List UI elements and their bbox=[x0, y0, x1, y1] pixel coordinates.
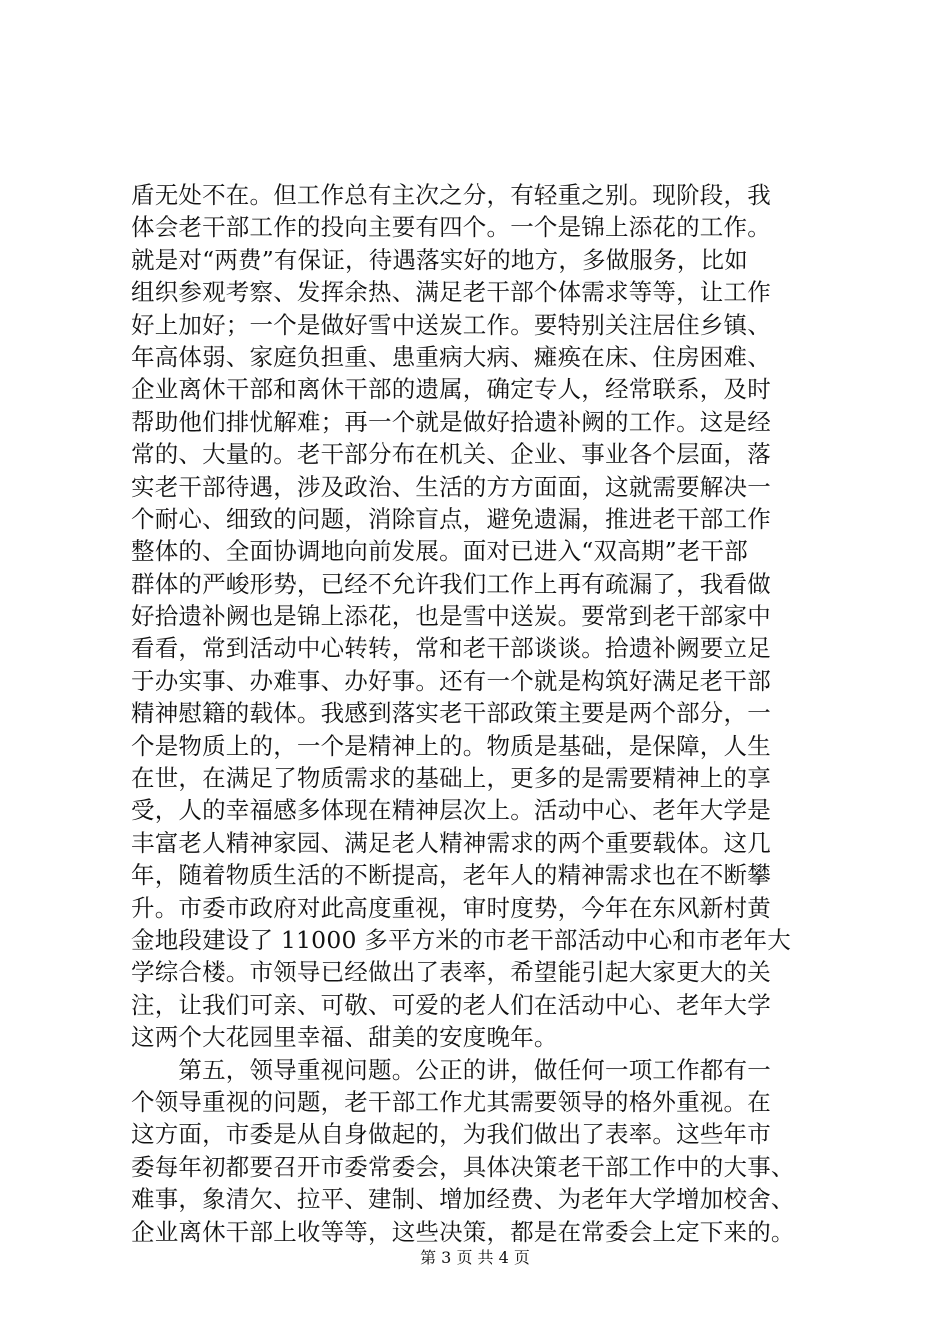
text-line: 这两个大花园里幸福、甜美的安度晚年。 bbox=[131, 1023, 558, 1052]
text-line: 个是物质上的，一个是精神上的。物质是基础，是保障，人生 bbox=[131, 731, 771, 760]
text-line: 学综合楼。市领导已经做出了表率，希望能引起大家更大的关 bbox=[131, 958, 771, 987]
text-line: 帮助他们排忧解难；再一个就是做好拾遗补阙的工作。这是经 bbox=[131, 407, 771, 436]
text-line: 盾无处不在。但工作总有主次之分，有轻重之别。现阶段，我 bbox=[131, 181, 771, 209]
text-line: 委每年初都要召开市委常委会，具体决策老干部工作中的大事、 bbox=[131, 1152, 795, 1181]
text-line: 实老干部待遇，涉及政治、生活的方方面面，这就需要解决一 bbox=[131, 472, 771, 501]
body-text bbox=[131, 179, 843, 1248]
text-line: 组织参观考察、发挥余热、满足老干部个体需求等等，让工作 bbox=[131, 278, 771, 307]
text-line: 好拾遗补阙也是锦上添花，也是雪中送炭。要常到老干部家中 bbox=[131, 602, 771, 631]
text-line: 在世，在满足了物质需求的基础上，更多的是需要精神上的享 bbox=[131, 764, 771, 793]
text-line: 个领导重视的问题，老干部工作尤其需要领导的格外重视。在 bbox=[131, 1087, 771, 1116]
text-line: 升。市委市政府对此高度重视，审时度势，今年在东风新村黄 bbox=[131, 893, 771, 922]
text-line: 体会老干部工作的投向主要有四个。一个是锦上添花的工作。 bbox=[131, 213, 771, 242]
text-line: 金地段建设了 11000 多平方米的市老干部活动中心和市老年大 bbox=[131, 925, 791, 954]
text-line: 年高体弱、家庭负担重、患重病大病、瘫痪在床、住房困难、 bbox=[131, 342, 771, 371]
page-footer: 第 3 页 共 4 页 bbox=[420, 1248, 530, 1267]
text-line: 企业离休干部和离休干部的遗属，确定专人，经常联系，及时 bbox=[131, 375, 771, 404]
text-line: 第五，领导重视问题。公正的讲，做任何一项工作都有一 bbox=[131, 1055, 771, 1084]
text-line: 好上加好；一个是做好雪中送炭工作。要特别关注居住乡镇、 bbox=[131, 310, 771, 339]
text-line: 常的、大量的。老干部分布在机关、企业、事业各个层面，落 bbox=[131, 440, 771, 469]
text-line: 看看，常到活动中心转转，常和老干部谈谈。拾遗补阙要立足 bbox=[131, 634, 771, 663]
text-line: 注，让我们可亲、可敬、可爱的老人们在活动中心、老年大学 bbox=[131, 990, 771, 1019]
text-line: 精神慰籍的载体。我感到落实老干部政策主要是两个部分，一 bbox=[131, 699, 771, 728]
text-line: 这方面，市委是从自身做起的，为我们做出了表率。这些年市 bbox=[131, 1120, 771, 1149]
text-line: 个耐心、细致的问题，消除盲点，避免遗漏，推进老干部工作 bbox=[131, 504, 771, 533]
text-line: 企业离休干部上收等等，这些决策，都是在常委会上定下来的。 bbox=[131, 1217, 795, 1246]
text-line: 丰富老人精神家园、满足老人精神需求的两个重要载体。这几 bbox=[131, 828, 771, 857]
text-line: 年，随着物质生活的不断提高，老年人的精神需求也在不断攀 bbox=[131, 861, 771, 890]
text-line: 难事，象清欠、拉平、建制、增加经费、为老年大学增加校舍、 bbox=[131, 1185, 795, 1214]
text-line: 群体的严峻形势，已经不允许我们工作上再有疏漏了，我看做 bbox=[131, 569, 771, 598]
text-line: 整体的、全面协调地向前发展。面对已进入“双高期”老干部 bbox=[131, 537, 748, 566]
text-line: 就是对“两费”有保证，待遇落实好的地方，多做服务，比如 bbox=[131, 245, 748, 274]
text-line: 受，人的幸福感多体现在精神层次上。活动中心、老年大学是 bbox=[131, 796, 771, 825]
text-line: 于办实事、办难事、办好事。还有一个就是构筑好满足老干部 bbox=[131, 666, 771, 695]
